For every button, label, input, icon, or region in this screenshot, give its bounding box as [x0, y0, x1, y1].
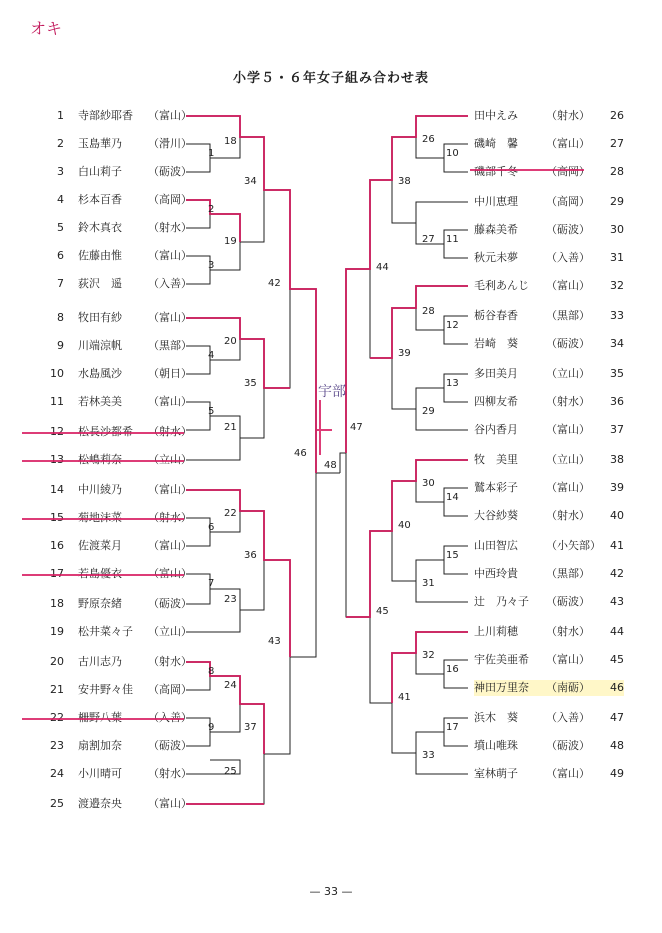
- entry-number: 43: [610, 595, 624, 608]
- entry-number: 13: [50, 453, 64, 466]
- entry-prefecture: （滑川）: [148, 137, 192, 150]
- entry-prefecture: （黒部）: [148, 339, 192, 352]
- entry-number: 4: [57, 193, 64, 206]
- entry-prefecture: （立山）: [546, 367, 590, 380]
- match-number: 26: [422, 134, 435, 145]
- entry-prefecture: （射水）: [546, 395, 590, 408]
- match-number: 36: [244, 550, 257, 561]
- entry-number: 11: [50, 395, 64, 408]
- match-number: 35: [244, 378, 257, 389]
- entry-name: 川端涼帆: [78, 339, 122, 352]
- entry-name: 谷内香月: [474, 423, 518, 436]
- entry-prefecture: （射水）: [148, 425, 192, 438]
- entry-name: 玉島華乃: [78, 137, 122, 150]
- match-number: 39: [398, 348, 411, 359]
- entry-number: 18: [50, 597, 64, 610]
- entry-name: 四柳友希: [474, 395, 518, 408]
- match-number: 40: [398, 520, 411, 531]
- entry-number: 16: [50, 539, 64, 552]
- entry-name: 磯崎 馨: [474, 137, 518, 150]
- match-number: 17: [446, 722, 459, 733]
- entry-name: 鈴木真衣: [78, 221, 122, 234]
- match-number: 47: [350, 422, 363, 433]
- entry-name: 小川晴可: [78, 767, 122, 780]
- entry-prefecture: （富山）: [546, 137, 590, 150]
- match-number: 19: [224, 236, 237, 247]
- entry-number: 30: [610, 223, 624, 236]
- entry-prefecture: （高岡）: [546, 195, 590, 208]
- match-number: 31: [422, 578, 435, 589]
- entry-prefecture: （砺波）: [546, 739, 590, 752]
- entry-number: 6: [57, 249, 64, 262]
- page-title: 小学５・６年女子組み合わせ表: [232, 71, 429, 86]
- entry-number: 47: [610, 711, 624, 724]
- entry-number: 31: [610, 251, 624, 264]
- entry-prefecture: （富山）: [546, 423, 590, 436]
- match-number: 20: [224, 336, 237, 347]
- entry-prefecture: （射水）: [546, 509, 590, 522]
- match-number: 5: [208, 406, 215, 417]
- entry-number: 48: [610, 739, 624, 752]
- entry-number: 41: [610, 539, 624, 552]
- entry-prefecture: （高岡）: [148, 683, 192, 696]
- entry-name: 菊地沫菜: [78, 511, 122, 524]
- match-number: 1: [208, 148, 215, 159]
- entry-number: 5: [57, 221, 64, 234]
- match-number: 34: [244, 176, 257, 187]
- entry-name: 牧田有紗: [78, 311, 122, 324]
- match-number: 10: [446, 148, 459, 159]
- match-number: 16: [446, 664, 459, 675]
- entry-number: 42: [610, 567, 624, 580]
- entry-number: 29: [610, 195, 624, 208]
- entry-name: 大谷紗葵: [474, 509, 518, 522]
- match-number: 7: [208, 578, 215, 589]
- entry-name: 柵野八葉: [78, 711, 122, 724]
- entry-name: 浜木 葵: [474, 711, 518, 724]
- match-number: 46: [294, 448, 307, 459]
- entry-name: 山田智広: [474, 539, 518, 552]
- entry-name: 松長沙都希: [78, 425, 133, 438]
- entry-number: 34: [610, 337, 624, 350]
- entry-name: 佐渡菜月: [78, 539, 122, 552]
- entry-number: 22: [50, 711, 64, 724]
- entry-prefecture: （富山）: [148, 567, 192, 580]
- entry-number: 39: [610, 481, 624, 494]
- entry-prefecture: （砺波）: [148, 165, 192, 178]
- entry-name: 中川綾乃: [78, 483, 122, 496]
- entry-prefecture: （砺波）: [148, 739, 192, 752]
- entry-prefecture: （朝日）: [148, 367, 192, 380]
- entry-prefecture: （立山）: [148, 625, 192, 638]
- entry-name: 栃谷春香: [474, 309, 518, 322]
- entry-name: 宇佐美亜希: [474, 653, 529, 666]
- match-number: 3: [208, 260, 215, 271]
- match-number: 45: [376, 606, 389, 617]
- entry-name: 田中えみ: [474, 109, 518, 122]
- entry-prefecture: （砺波）: [546, 595, 590, 608]
- entry-number: 25: [50, 797, 64, 810]
- entry-name: 水島風沙: [78, 367, 122, 380]
- entry-prefecture: （砺波）: [148, 597, 192, 610]
- entry-name: 荻沢 遥: [78, 277, 122, 290]
- entry-name: 扇割加奈: [78, 739, 122, 752]
- entry-prefecture: （砺波）: [546, 223, 590, 236]
- entry-name: 室林萌子: [474, 767, 518, 780]
- entry-name: 中川恵理: [474, 195, 518, 208]
- match-number: 24: [224, 680, 237, 691]
- entry-name: 岩崎 葵: [474, 337, 518, 350]
- entry-prefecture: （富山）: [148, 249, 192, 262]
- entry-prefecture: （射水）: [148, 655, 192, 668]
- entry-name: 野原奈緒: [78, 597, 122, 610]
- entry-prefecture: （高岡）: [148, 193, 192, 206]
- match-number: 33: [422, 750, 435, 761]
- match-number: 44: [376, 262, 389, 273]
- corner-note: オキ: [30, 19, 63, 38]
- entry-prefecture: （高岡）: [546, 165, 590, 178]
- entry-prefecture: （立山）: [148, 453, 192, 466]
- match-number: 29: [422, 406, 435, 417]
- entry-number: 14: [50, 483, 64, 496]
- match-number: 43: [268, 636, 281, 647]
- entry-number: 33: [610, 309, 624, 322]
- entry-name: 秋元未夢: [474, 251, 518, 264]
- entry-name: 寺部紗耶香: [78, 109, 133, 122]
- entry-number: 19: [50, 625, 64, 638]
- entry-number: 45: [610, 653, 624, 666]
- entry-number: 7: [57, 277, 64, 290]
- entry-name: 鷲本彩子: [474, 481, 518, 494]
- entry-name: 神田万里奈: [474, 681, 529, 694]
- entry-number: 27: [610, 137, 624, 150]
- entry-name: 白山莉子: [78, 165, 122, 178]
- entry-number: 3: [57, 165, 64, 178]
- entry-prefecture: （入善）: [148, 711, 192, 724]
- entry-name: 松井菜々子: [78, 625, 133, 638]
- page-number: — 33 —: [309, 885, 353, 898]
- match-number: 28: [422, 306, 435, 317]
- entry-number: 2: [57, 137, 64, 150]
- entry-name: 藤森美希: [474, 223, 518, 236]
- match-number: 2: [208, 204, 215, 215]
- entry-prefecture: （射水）: [148, 767, 192, 780]
- entry-name: 杉本百香: [78, 193, 122, 206]
- entry-prefecture: （射水）: [546, 109, 590, 122]
- handwritten-note: 宇部: [318, 384, 346, 400]
- entry-name: 多田美月: [474, 367, 518, 380]
- entry-prefecture: （入善）: [546, 251, 590, 264]
- entry-name: 辻 乃々子: [474, 595, 529, 608]
- match-number: 27: [422, 234, 435, 245]
- match-number: 13: [446, 378, 459, 389]
- match-number: 14: [446, 492, 459, 503]
- match-number: 23: [224, 594, 237, 605]
- match-number: 6: [208, 522, 215, 533]
- entry-number: 9: [57, 339, 64, 352]
- entry-prefecture: （射水）: [546, 625, 590, 638]
- entry-number: 46: [610, 681, 624, 694]
- entry-name: 若林美美: [78, 395, 122, 408]
- match-number: 15: [446, 550, 459, 561]
- entry-name: 墳山唯珠: [474, 739, 518, 752]
- entry-number: 28: [610, 165, 624, 178]
- entry-number: 32: [610, 279, 624, 292]
- entry-number: 36: [610, 395, 624, 408]
- entry-number: 44: [610, 625, 624, 638]
- entry-prefecture: （富山）: [546, 279, 590, 292]
- match-number: 38: [398, 176, 411, 187]
- entry-prefecture: （富山）: [546, 767, 590, 780]
- entry-number: 23: [50, 739, 64, 752]
- entry-prefecture: （富山）: [546, 481, 590, 494]
- match-number: 48: [324, 460, 337, 471]
- entry-number: 20: [50, 655, 64, 668]
- match-number: 22: [224, 508, 237, 519]
- entry-number: 1: [57, 109, 64, 122]
- entry-prefecture: （富山）: [148, 311, 192, 324]
- match-number: 30: [422, 478, 435, 489]
- entry-name: 中西玲貴: [474, 567, 518, 580]
- entry-name: 渡邉奈央: [78, 797, 122, 810]
- entry-number: 40: [610, 509, 624, 522]
- entry-number: 26: [610, 109, 624, 122]
- entry-prefecture: （立山）: [546, 453, 590, 466]
- entry-number: 37: [610, 423, 624, 436]
- entry-name: 若島優衣: [78, 567, 122, 580]
- match-number: 42: [268, 278, 281, 289]
- entry-prefecture: （砺波）: [546, 337, 590, 350]
- entry-prefecture: （富山）: [546, 653, 590, 666]
- match-number: 37: [244, 722, 257, 733]
- entry-name: 毛利あんじ: [474, 279, 529, 292]
- entry-name: 古川志乃: [78, 655, 122, 668]
- entry-number: 12: [50, 425, 64, 438]
- entry-number: 15: [50, 511, 64, 524]
- match-number: 32: [422, 650, 435, 661]
- entry-number: 17: [50, 567, 64, 580]
- entry-prefecture: （富山）: [148, 109, 192, 122]
- entry-number: 24: [50, 767, 64, 780]
- match-number: 25: [224, 766, 237, 777]
- entry-prefecture: （黒部）: [546, 309, 590, 322]
- entry-prefecture: （富山）: [148, 395, 192, 408]
- entry-prefecture: （入善）: [148, 277, 192, 290]
- entry-prefecture: （富山）: [148, 797, 192, 810]
- entry-prefecture: （射水）: [148, 221, 192, 234]
- entry-number: 10: [50, 367, 64, 380]
- entry-prefecture: （南砺）: [546, 681, 590, 694]
- entry-number: 8: [57, 311, 64, 324]
- entry-prefecture: （黒部）: [546, 567, 590, 580]
- entry-name: 牧 美里: [474, 453, 518, 466]
- match-number: 18: [224, 136, 237, 147]
- match-number: 41: [398, 692, 411, 703]
- entry-name: 磯部千冬: [474, 165, 518, 178]
- match-number: 8: [208, 666, 215, 677]
- entry-prefecture: （入善）: [546, 711, 590, 724]
- entry-name: 上川莉穂: [474, 625, 518, 638]
- entry-prefecture: （富山）: [148, 539, 192, 552]
- entry-name: 松嶋莉奈: [78, 453, 122, 466]
- entry-prefecture: （小矢部）: [546, 539, 601, 552]
- entry-number: 35: [610, 367, 624, 380]
- match-number: 21: [224, 422, 237, 433]
- entry-prefecture: （富山）: [148, 483, 192, 496]
- entry-number: 21: [50, 683, 64, 696]
- entry-prefecture: （射水）: [148, 511, 192, 524]
- entry-number: 49: [610, 767, 624, 780]
- match-number: 9: [208, 722, 215, 733]
- match-number: 4: [208, 350, 215, 361]
- match-number: 12: [446, 320, 459, 331]
- entry-name: 佐藤由惟: [78, 249, 122, 262]
- entry-name: 安井野々佳: [78, 683, 133, 696]
- match-number: 11: [446, 234, 459, 245]
- entry-number: 38: [610, 453, 624, 466]
